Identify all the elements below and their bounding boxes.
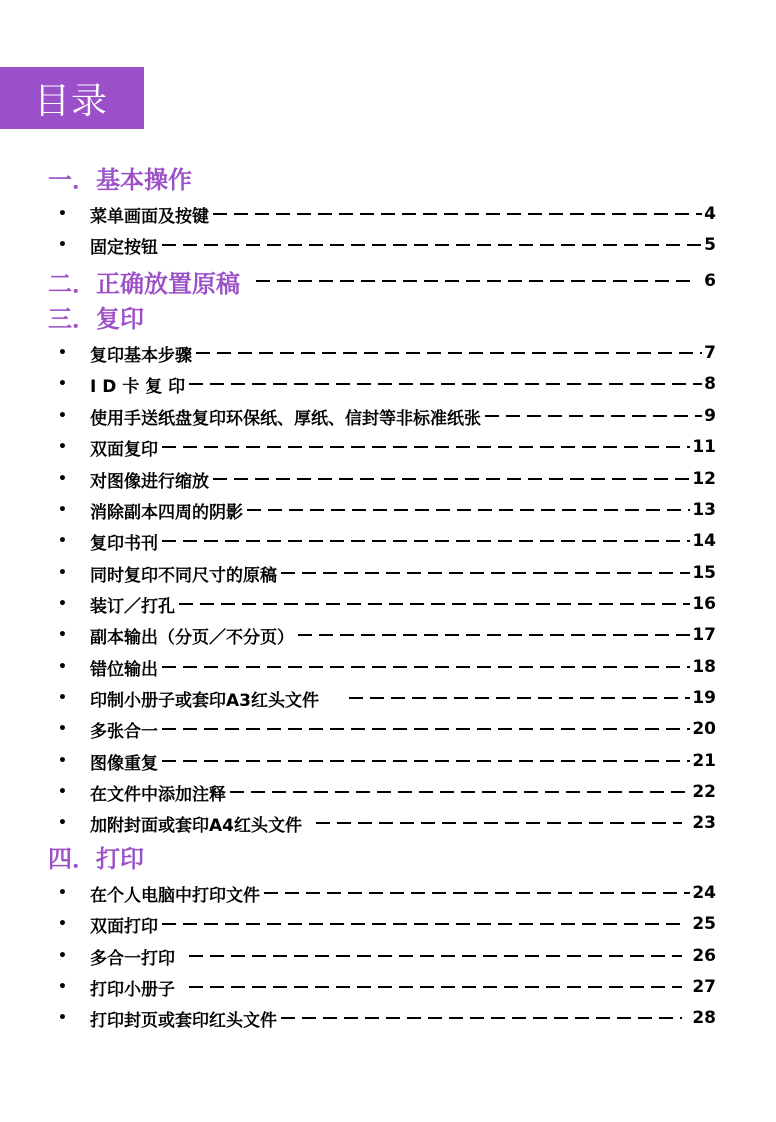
- bullet-icon: •: [58, 471, 67, 487]
- bullet-icon: •: [58, 565, 67, 581]
- bullet-icon: •: [58, 376, 67, 392]
- toc-item-label: 副本输出（分页／不分页）: [90, 627, 294, 647]
- bullet-icon: •: [58, 885, 67, 901]
- bullet-icon: •: [58, 237, 67, 253]
- toc-item-page: 27: [692, 977, 716, 997]
- dot-leader: [162, 923, 682, 925]
- bullet-icon: •: [58, 345, 67, 361]
- toc-item-label: 复印基本步骤: [90, 345, 192, 365]
- toc-item-page: 18: [692, 657, 716, 677]
- toc-item[interactable]: [58, 435, 716, 459]
- toc-item[interactable]: [58, 233, 716, 257]
- toc-item-page: 7: [704, 343, 716, 363]
- toc-item-page: 16: [692, 594, 716, 614]
- toc-item-page: 21: [692, 751, 716, 771]
- dot-leader: [316, 822, 682, 824]
- dot-leader: [247, 509, 690, 511]
- toc-item-label: 在个人电脑中打印文件: [90, 885, 260, 905]
- toc-item-label: 加附封面或套印A4红头文件: [90, 815, 302, 835]
- toc-item-page: 8: [704, 374, 716, 394]
- dot-leader: [298, 634, 690, 636]
- dot-leader: [162, 760, 690, 762]
- dot-leader: [162, 540, 690, 542]
- toc-item[interactable]: [58, 944, 716, 968]
- dot-leader: [189, 955, 682, 957]
- dot-leader: [162, 728, 690, 730]
- bullet-icon: •: [58, 206, 67, 222]
- toc-item-label: 同时复印不同尺寸的原稿: [90, 565, 277, 585]
- dot-leader: [189, 986, 682, 988]
- toc-item[interactable]: [58, 749, 716, 773]
- bullet-icon: •: [58, 690, 67, 706]
- toc-item-label: 打印封页或套印红头文件: [90, 1010, 277, 1030]
- toc-section-print[interactable]: [48, 844, 144, 874]
- toc-item-page: 22: [692, 782, 716, 802]
- toc-item-label: 复印书刊: [90, 533, 158, 553]
- toc-item-label: 双面复印: [90, 439, 158, 459]
- toc-item-label: 印制小册子或套印A3红头文件: [90, 690, 319, 710]
- toc-item-page: 17: [692, 625, 716, 645]
- toc-item-label: 多张合一: [90, 721, 158, 741]
- toc-item-page: 4: [704, 204, 716, 224]
- toc-section-page: 6: [704, 271, 716, 291]
- bullet-icon: •: [58, 948, 67, 964]
- toc-item[interactable]: [58, 202, 716, 226]
- toc-item[interactable]: [58, 881, 716, 905]
- page-title-text: 目录: [34, 80, 109, 122]
- toc-item[interactable]: [58, 467, 716, 491]
- dot-leader: [162, 666, 690, 668]
- toc-item[interactable]: [58, 717, 716, 741]
- toc-item-page: 19: [692, 688, 716, 708]
- toc-item-label: 打印小册子: [90, 979, 175, 999]
- toc-section-label: 一．基本操作: [48, 166, 192, 194]
- toc-item[interactable]: [58, 592, 716, 616]
- toc-item-page: 20: [692, 719, 716, 739]
- dot-leader: [281, 1017, 682, 1019]
- toc-item-page: 13: [692, 500, 716, 520]
- toc-item[interactable]: [58, 529, 716, 553]
- toc-item-page: 25: [692, 914, 716, 934]
- toc-item-label: 固定按钮: [90, 237, 158, 257]
- toc-section-label: 三．复印: [48, 305, 144, 333]
- bullet-icon: •: [58, 815, 67, 831]
- toc-section-label: 四．打印: [48, 845, 144, 873]
- bullet-icon: •: [58, 533, 67, 549]
- toc-item[interactable]: [58, 404, 716, 428]
- toc-item-label: 图像重复: [90, 753, 158, 773]
- toc-item-page: 12: [692, 469, 716, 489]
- toc-item-page: 9: [704, 406, 716, 426]
- toc-item-label: 在文件中添加注释: [90, 784, 226, 804]
- bullet-icon: •: [58, 979, 67, 995]
- bullet-icon: •: [58, 627, 67, 643]
- toc-item-label: 多合一打印: [90, 948, 175, 968]
- toc-item-page: 5: [704, 235, 716, 255]
- toc-item-page: 24: [692, 883, 716, 903]
- toc-item-page: 28: [692, 1008, 716, 1028]
- toc-item-page: 26: [692, 946, 716, 966]
- dot-leader: [256, 280, 694, 282]
- toc-item[interactable]: [58, 912, 716, 936]
- toc-item[interactable]: [58, 655, 716, 679]
- toc-item[interactable]: [58, 686, 716, 710]
- toc-item-page: 14: [692, 531, 716, 551]
- dot-leader: [485, 415, 702, 417]
- bullet-icon: •: [58, 439, 67, 455]
- dot-leader: [349, 697, 690, 699]
- toc-item[interactable]: [58, 561, 716, 585]
- toc-section-copy[interactable]: [48, 304, 144, 334]
- bullet-icon: •: [58, 1010, 67, 1026]
- dot-leader: [162, 446, 690, 448]
- toc-section-label: 二．正确放置原稿: [48, 269, 240, 296]
- toc-item[interactable]: [58, 623, 716, 647]
- toc-item-label: 双面打印: [90, 916, 158, 936]
- toc-item-page: 23: [692, 813, 716, 833]
- bullet-icon: •: [58, 721, 67, 737]
- dot-leader: [162, 244, 702, 246]
- dot-leader: [189, 383, 702, 385]
- toc-item-label: 菜单画面及按键: [90, 206, 209, 226]
- toc-item-label: 使用手送纸盘复印环保纸、厚纸、信封等非标准纸张: [90, 408, 481, 428]
- dot-leader: [179, 603, 690, 605]
- dot-leader: [196, 352, 702, 354]
- toc-item-page: 15: [692, 563, 716, 583]
- bullet-icon: •: [58, 784, 67, 800]
- toc-item[interactable]: [58, 498, 716, 522]
- toc-item-page: 11: [692, 437, 716, 457]
- dot-leader: [281, 572, 690, 574]
- toc-item-label: 错位输出: [90, 659, 158, 679]
- bullet-icon: •: [58, 659, 67, 675]
- bullet-icon: •: [58, 502, 67, 518]
- toc-item[interactable]: [58, 341, 716, 365]
- bullet-icon: •: [58, 916, 67, 932]
- toc-item-label: 消除副本四周的阴影: [90, 502, 243, 522]
- toc-section-basic-operation[interactable]: [48, 165, 192, 195]
- toc-section-place-original[interactable]: [48, 266, 716, 296]
- toc-item[interactable]: [58, 975, 716, 999]
- dot-leader: [213, 478, 690, 480]
- dot-leader: [213, 213, 702, 215]
- bullet-icon: •: [58, 408, 67, 424]
- dot-leader: [230, 791, 690, 793]
- toc-item-label: I D 卡 复 印: [90, 376, 186, 396]
- bullet-icon: •: [58, 753, 67, 769]
- dot-leader: [264, 892, 690, 894]
- toc-item-label: 装订／打孔: [90, 596, 175, 616]
- toc-item[interactable]: [58, 372, 716, 396]
- bullet-icon: •: [58, 596, 67, 612]
- toc-item[interactable]: [58, 780, 716, 804]
- toc-item[interactable]: [58, 811, 716, 835]
- toc-item-label: 对图像进行缩放: [90, 471, 209, 491]
- toc-item[interactable]: [58, 1006, 716, 1030]
